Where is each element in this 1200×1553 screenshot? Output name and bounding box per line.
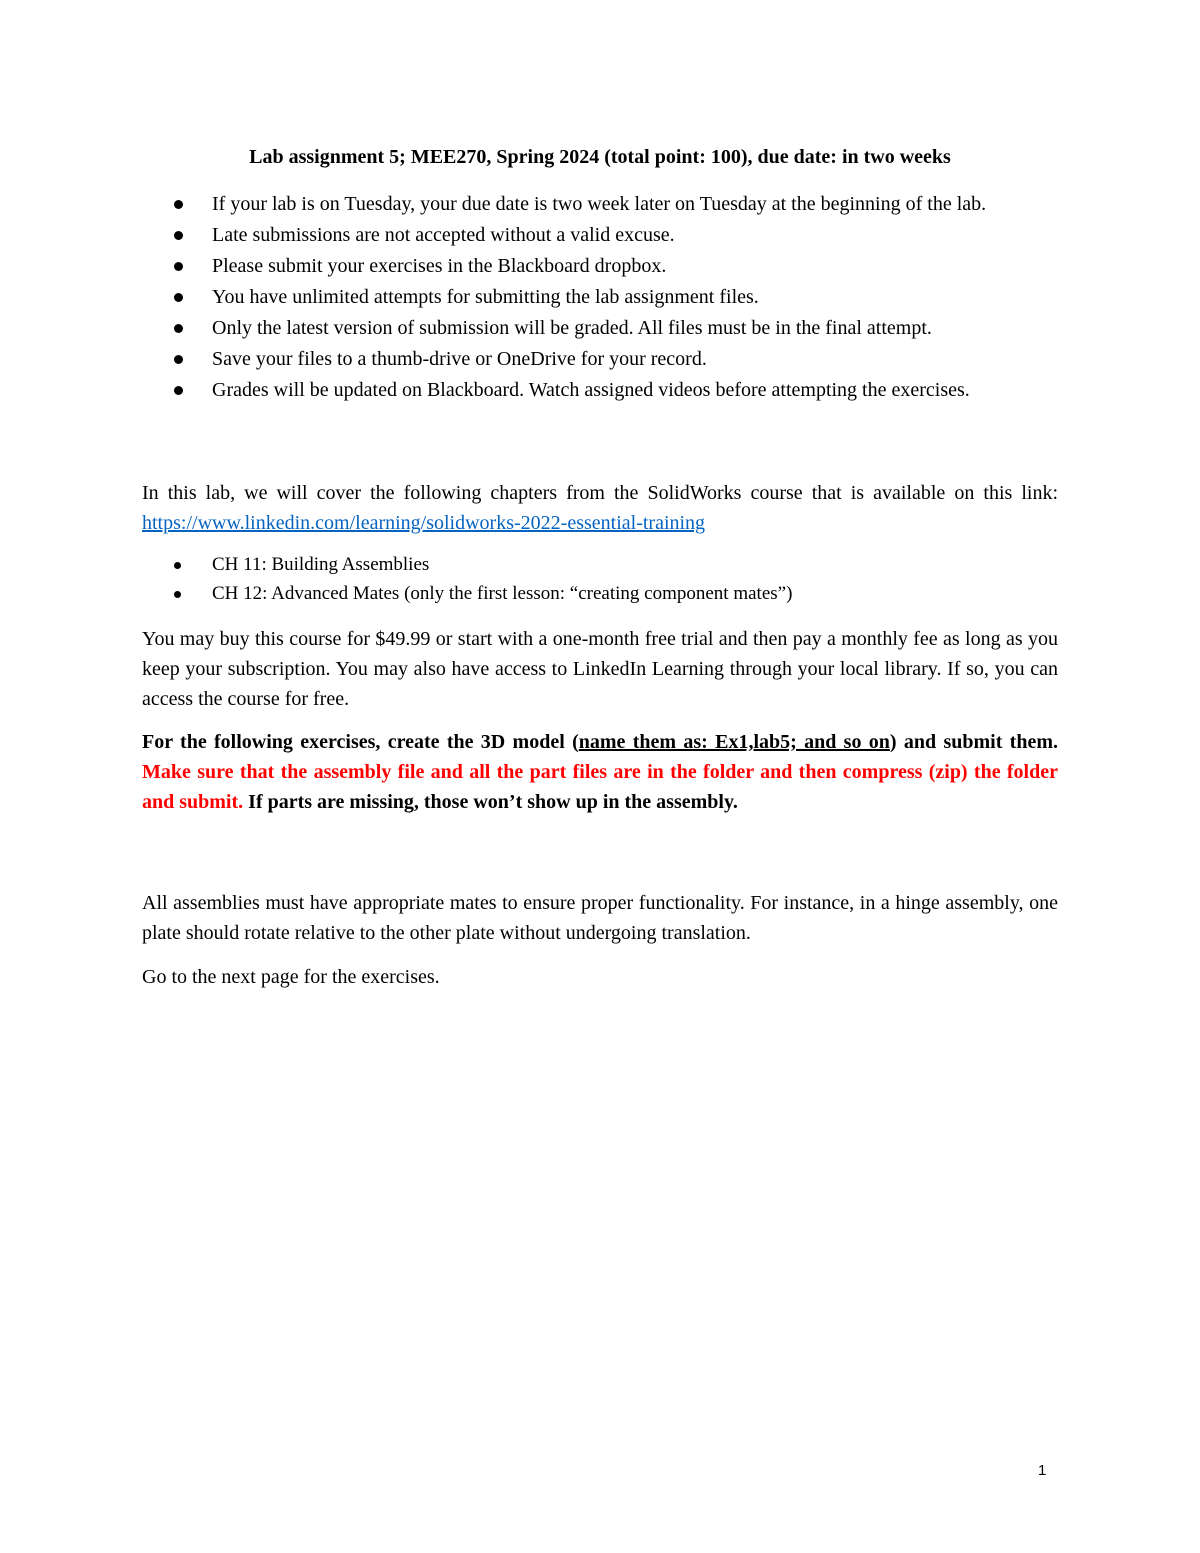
- rule-item: [142, 252, 1058, 281]
- rules-list: [142, 190, 1058, 407]
- bullet-icon: [174, 262, 183, 271]
- rule-item: [142, 345, 1058, 374]
- instructions-text: For the following exercises, create the 3D model (: [142, 731, 579, 753]
- bullet-icon: [174, 200, 183, 209]
- bullet-icon: [174, 562, 181, 569]
- intro-text: In this lab, we will cover the following chapters from the SolidWorks course that is available on this link:: [142, 482, 1058, 504]
- bullet-icon: [174, 231, 183, 240]
- bullet-icon: [174, 386, 183, 395]
- rule-text: If your lab is on Tuesday, your due date is two week later on Tuesday at the beginning of the lab.: [212, 193, 987, 215]
- bullet-icon: [174, 293, 183, 302]
- course-link[interactable]: https://www.linkedin.com/learning/solidworks-2022-essential-training: [142, 512, 706, 534]
- rule-item: [142, 283, 1058, 312]
- chapter-item: [142, 551, 1058, 579]
- purchase-paragraph: You may buy this course for $49.99 or start with a one-month free trial and then pay a monthly fee as long as you keep your subscription. You may also have access to LinkedIn Learning through your local library. If so, you can access the course for free.: [142, 628, 1058, 710]
- page-number: 1: [1038, 1462, 1047, 1479]
- bullet-icon: [174, 591, 181, 598]
- next-page-note: Go to the next page for the exercises.: [142, 966, 440, 988]
- rule-text: Only the latest version of submission will be graded. All files must be in the final attempt.: [212, 317, 932, 339]
- assignment-title: Lab assignment 5; MEE270, Spring 2024 (total point: 100), due date: in two weeks: [249, 146, 951, 168]
- exercise-instructions: [142, 727, 1058, 817]
- rule-item: [142, 221, 1058, 250]
- rule-text: You have unlimited attempts for submitting the lab assignment files.: [212, 286, 759, 308]
- chapter-text: CH 11: Building Assemblies: [212, 554, 430, 575]
- rule-text: Late submissions are not accepted without a valid excuse.: [212, 224, 675, 246]
- naming-convention: name them as: Ex1,lab5; and so on: [578, 731, 890, 753]
- rule-item: [142, 190, 1058, 219]
- instructions-text: If parts are missing, those won’t show up in the assembly.: [243, 791, 738, 813]
- chapters-list: [142, 551, 1058, 609]
- instructions-text: ) and submit them.: [889, 731, 1058, 753]
- intro-paragraph: [142, 478, 1058, 538]
- zip-warning: Make sure that the assembly file and all the part files are in the folder and then compress (zip) the folder and submit.: [142, 761, 1058, 813]
- rule-text: Please submit your exercises in the Blackboard dropbox.: [212, 255, 667, 277]
- chapter-text: CH 12: Advanced Mates (only the first lesson: “creating component mates”): [212, 583, 793, 604]
- rule-text: Grades will be updated on Blackboard. Watch assigned videos before attempting the exercises.: [212, 379, 970, 401]
- rule-text: Save your files to a thumb-drive or OneDrive for your record.: [212, 348, 707, 370]
- bullet-icon: [174, 355, 183, 364]
- rule-item: [142, 314, 1058, 343]
- chapter-item: [142, 580, 1058, 608]
- rule-item: [142, 376, 1058, 405]
- mates-paragraph: All assemblies must have appropriate mates to ensure proper functionality. For instance, in a hinge assembly, one plate should rotate relative to the other plate without undergoing translation.: [142, 892, 1058, 944]
- bullet-icon: [174, 324, 183, 333]
